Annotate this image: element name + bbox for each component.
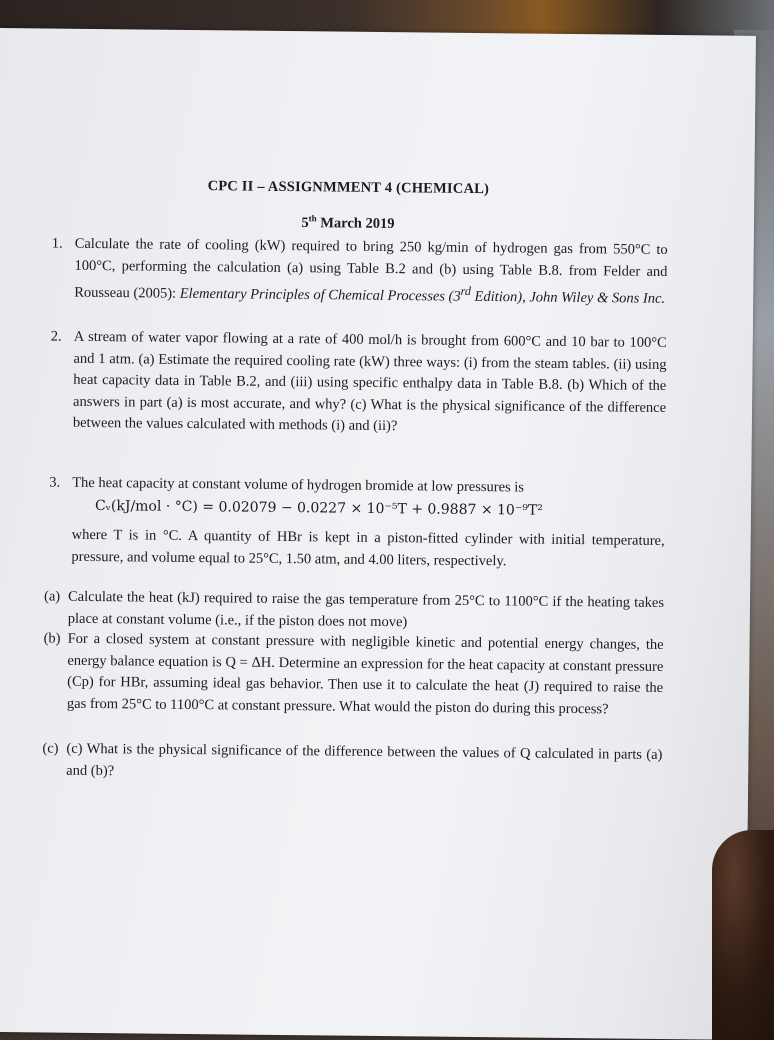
thumb bbox=[712, 830, 774, 1040]
question-2 bbox=[46, 327, 667, 441]
part-label: (c) bbox=[42, 740, 59, 757]
part-text: Calculate the heat (kJ) required to raise the gas temperature from 25°C to 1100°C if the heating takes place at constant volume (i.e., if the piston does not move) bbox=[67, 588, 665, 630]
part-text: For a closed system at constant pressure with negligible kinetic and potential energy changes, the energy balance equation is Q = ΔH. Determine an expression for the heat capacity at constant pressure (Cp) for HBr, assuming ideal gas behavior. Then use it to calculate the heat (J) required to raise the gas from 25°C to 1100°C at constant pressure. What would the piston do during this process? bbox=[66, 630, 664, 717]
assignment-title: CPC II – ASSIGNMMENT 4 (CHEMICAL) bbox=[207, 178, 490, 198]
question-text: Calculate the rate of cooling (kW) required to bring 250 kg/min of hydrogen gas from 550°C to 100°C, performing the calculation (a) using Table B.2 and (b) using Table B.8. from Felder and Rousseau (2005): Elementary Principles of Chemical Processes (3rd Edition), John Wiley & Sons Inc. bbox=[74, 235, 668, 307]
question-number: 3. bbox=[49, 474, 61, 491]
paper-sheet bbox=[0, 28, 756, 1040]
question-text: A stream of water vapor flowing at a rate of 400 mol/h is brought from 600°C and 10 bar to 100°C and 1 atm. (a) Estimate the required cooling rate (kW) three ways: (i) from the steam tables. (ii) using heat capacity data in Table B.2, and (iii) using specific enthalpy data in Table B.8. (b) Which of the answers in part (a) is most accurate, and why? (c) What is the physical significance of the difference between the values calculated with methods (i) and (ii)? bbox=[72, 328, 667, 435]
question-number: 2. bbox=[50, 328, 62, 345]
part-c bbox=[42, 738, 662, 787]
part-b bbox=[43, 628, 664, 720]
part-label: (a) bbox=[43, 588, 61, 605]
question-text: where T is in °C. A quantity of HBr is kept in a piston-fitted cylinder with initial temperature, pressure, and volume equal to 25°C, 1.50 atm, and 4.00 liters, respectively. bbox=[71, 526, 665, 569]
assignment-date: 5th March 2019 bbox=[301, 213, 395, 232]
part-text: (c) What is the physical significance of the difference between the values of Q calculated in parts (a) and (b)? bbox=[66, 740, 663, 779]
part-label: (b) bbox=[43, 630, 61, 647]
question-number: 1. bbox=[51, 235, 63, 252]
heat-capacity-formula: Cᵥ(kJ/mol · °C) = 0.02079 − 0.0227 × 10⁻⁵T + 0.9887 × 10⁻⁹T² bbox=[94, 498, 543, 519]
question-3-continued bbox=[44, 524, 664, 573]
question-1 bbox=[47, 234, 668, 311]
question-text: The heat capacity at constant volume of hydrogen bromide at low pressures is bbox=[72, 474, 525, 496]
